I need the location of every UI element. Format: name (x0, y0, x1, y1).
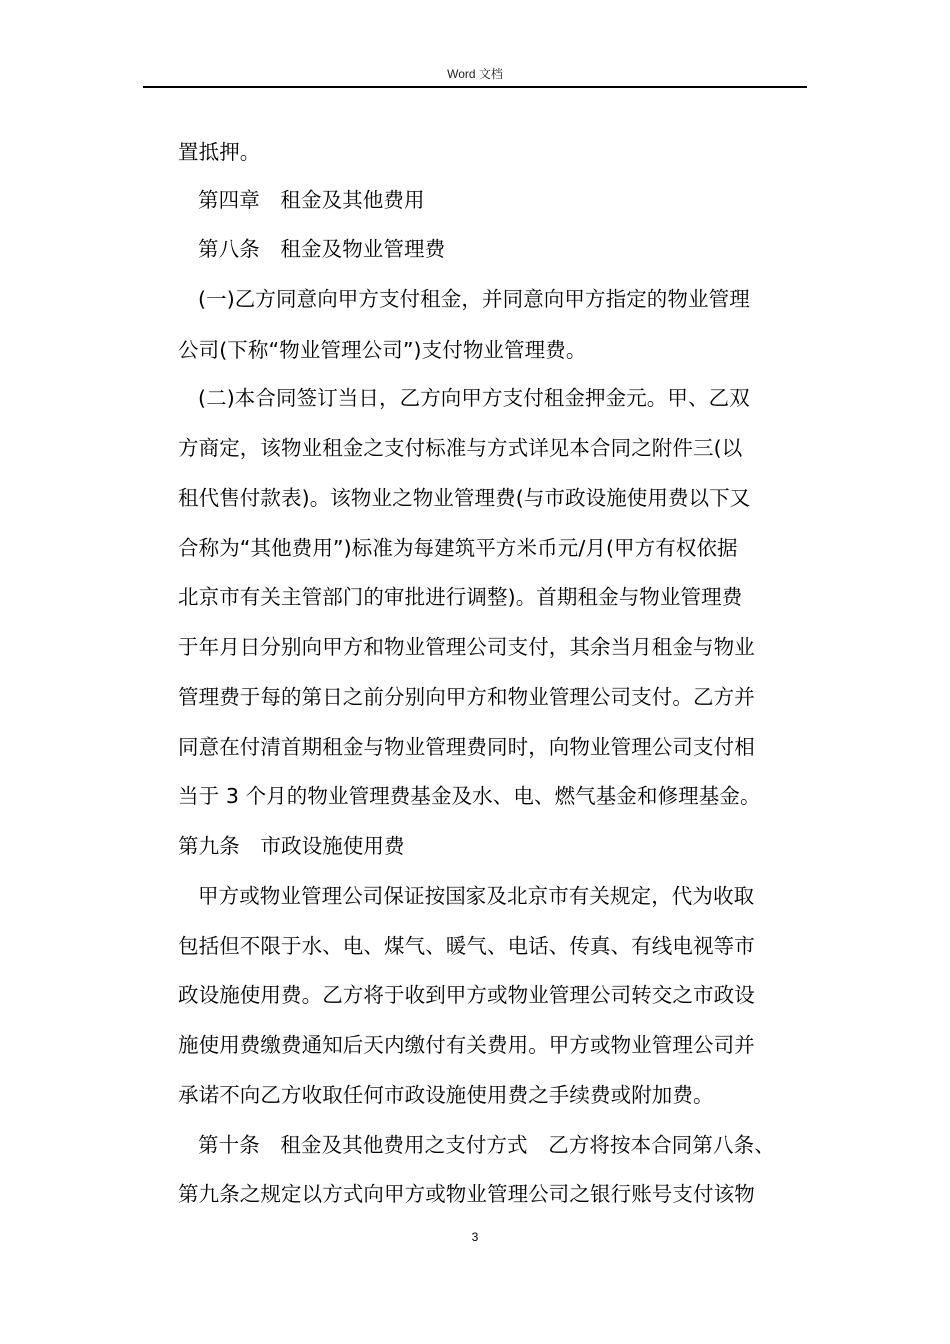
article-heading: 第十条 租金及其他费用之支付方式 乙方将按本合同第八条、 (198, 1133, 775, 1157)
body-line: 北京市有关主管部门的审批进行调整)。首期租金与物业管理费 (178, 585, 743, 609)
article-heading: 第九条 市政设施使用费 (178, 834, 405, 858)
body-line: 管理费于每的第日之前分别向甲方和物业管理公司支付。乙方并 (178, 685, 755, 709)
body-line: 承诺不向乙方收取任何市政设施使用费之手续费或附加费。 (178, 1083, 714, 1107)
body-line: 甲方或物业管理公司保证按国家及北京市有关规定，代为收取 (198, 884, 755, 908)
body-line: 同意在付清首期租金与物业管理费同时，向物业管理公司支付相 (178, 735, 755, 759)
body-line: 于年月日分别向甲方和物业管理公司支付，其余当月租金与物业 (178, 635, 755, 659)
body-line: (二)本合同签订当日，乙方向甲方支付租金押金元。甲、乙双 (198, 386, 750, 410)
body-line: 合称为“其他费用”)标准为每建筑平方米币元/月(甲方有权依据 (178, 536, 738, 560)
body-line: 置抵押。 (178, 140, 261, 164)
body-line: 公司(下称“物业管理公司”)支付物业管理费。 (178, 338, 587, 362)
body-line: 租代售付款表)。该物业之物业管理费(与市政设施使用费以下又 (178, 486, 751, 510)
body-line: 政设施使用费。乙方将于收到甲方或物业管理公司转交之市政设 (178, 983, 755, 1007)
body-line: (一)乙方同意向甲方支付租金，并同意向甲方指定的物业管理 (198, 287, 750, 311)
body-line: 包括但不限于水、电、煤气、暖气、电话、传真、有线电视等市 (178, 934, 755, 958)
body-line: 方商定，该物业租金之支付标准与方式详见本合同之附件三(以 (178, 436, 743, 460)
page-number: 3 (471, 1230, 479, 1244)
article-heading: 第八条 租金及物业管理费 (198, 237, 446, 261)
body-line: 第九条之规定以方式向甲方或物业管理公司之银行账号支付该物 (178, 1182, 755, 1206)
page-header-title: Word 文档 (447, 67, 503, 81)
header-divider (143, 86, 807, 88)
body-line: 施使用费缴费通知后天内缴付有关费用。甲方或物业管理公司并 (178, 1033, 755, 1057)
body-line: 当于 3 个月的物业管理费基金及水、电、燃气基金和修理基金。 (178, 784, 761, 808)
chapter-heading: 第四章 租金及其他费用 (198, 188, 425, 212)
